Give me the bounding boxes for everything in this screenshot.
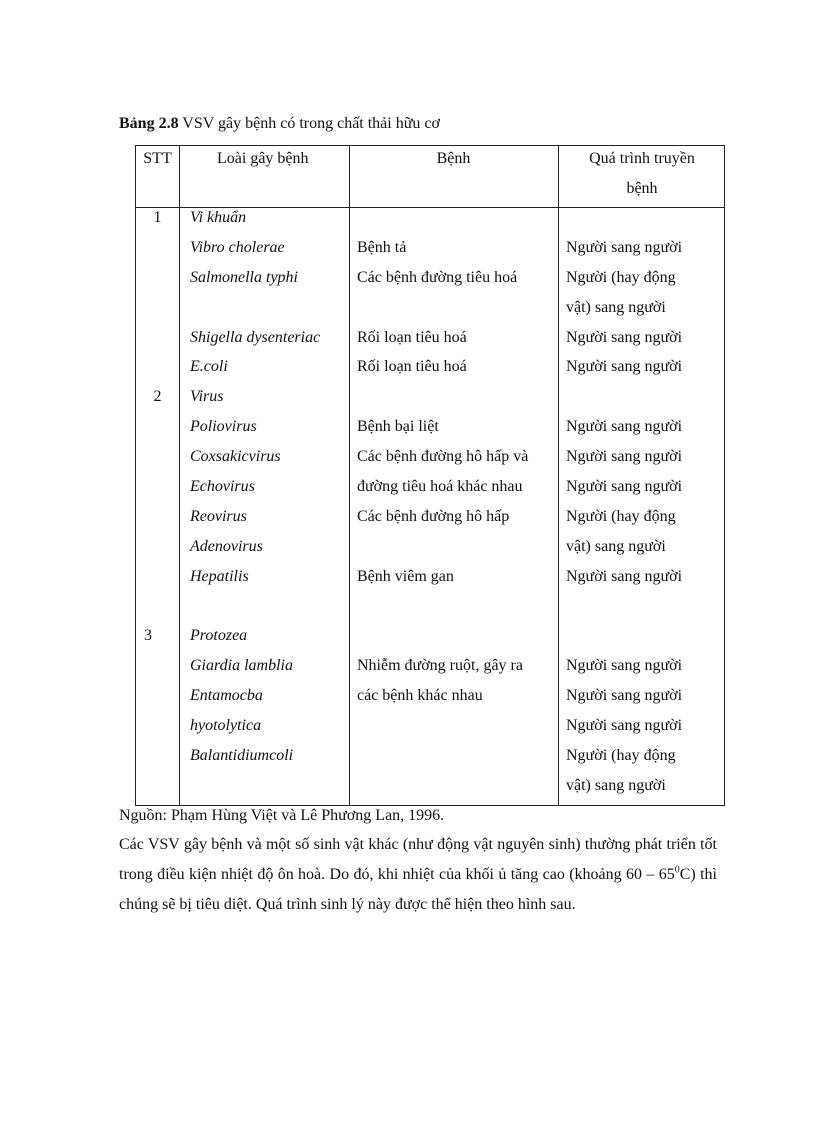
column-divider [558, 146, 559, 805]
disease-cell: Các bệnh đường hô hấp [357, 508, 510, 525]
species-cell: Shigella dysenteriac [190, 329, 321, 346]
transmission-cell: Người sang người [566, 239, 683, 256]
paragraph-text-cont: C) thì chúng sẽ bị tiêu diệt. Quá trình sinh lý này được thể hiện theo hình sau. [119, 866, 718, 913]
species-cell: E.coli [190, 358, 228, 375]
species-cell: Poliovirus [190, 418, 257, 435]
transmission-cell: Người (hay động [566, 747, 676, 764]
species-cell: Coxsakicvirus [190, 448, 281, 465]
disease-cell: các bệnh khác nhau [357, 687, 483, 704]
caption-text: VSV gây bệnh có trong chất thải hữu cơ [178, 115, 440, 132]
stt-cell: 2 [153, 388, 162, 405]
transmission-cell: Người sang người [566, 329, 683, 346]
species-cell: Reovirus [190, 508, 247, 525]
transmission-cell: vật) sang người [566, 538, 666, 555]
transmission-cell: Người (hay động [566, 508, 676, 525]
column-divider [179, 146, 180, 805]
paragraph-text: Các VSV gây bệnh và một số sinh vật khác (như động vật nguyên sinh) thường phát triển tốt trong điều kiện nhiệt độ ôn hoà. Do đó, khi nhiệt của khối ủ tăng cao (khoảng 60 – 65 [119, 836, 717, 883]
species-cell: Vi khuẩn [190, 209, 247, 226]
transmission-cell: vật) sang người [566, 777, 666, 794]
body-paragraph [119, 830, 717, 920]
disease-cell: Nhiễm đường ruột, gây ra [357, 657, 523, 674]
header-species: Loài gây bệnh [217, 150, 309, 167]
species-cell: Entamocba [190, 687, 263, 704]
disease-cell: Bệnh bại liệt [357, 418, 439, 435]
species-cell: Salmonella typhi [190, 269, 298, 286]
species-cell: hyotolytica [190, 717, 262, 734]
header-transmission-cont: bệnh [626, 180, 658, 197]
species-cell: Adenovirus [190, 538, 263, 555]
disease-cell: Các bệnh đường tiêu hoá [357, 269, 518, 286]
transmission-cell: Người sang người [566, 717, 683, 734]
species-cell: Balantidiumcoli [190, 747, 294, 764]
species-cell: Virus [190, 388, 224, 405]
species-cell: Giardia lamblia [190, 657, 293, 674]
transmission-cell: Người (hay động [566, 269, 676, 286]
transmission-cell: vật) sang người [566, 299, 666, 316]
superscript: 0 [674, 864, 680, 876]
header-disease: Bệnh [436, 150, 471, 167]
stt-cell: 1 [153, 209, 162, 226]
disease-cell: Rối loạn tiêu hoá [357, 329, 467, 346]
species-cell: Protozea [190, 627, 248, 644]
header-stt: STT [143, 150, 172, 167]
caption-label: Bảng 2.8 [119, 115, 179, 132]
disease-cell: Bệnh tả [357, 239, 407, 256]
species-cell: Vibro cholerae [190, 239, 285, 256]
source-note: Nguồn: Phạm Hùng Việt và Lê Phương Lan, 1996. [119, 807, 445, 824]
species-cell: Echovirus [190, 478, 255, 495]
disease-cell: đường tiêu hoá khác nhau [357, 478, 523, 495]
transmission-cell: Người sang người [566, 478, 683, 495]
table-caption [119, 114, 440, 134]
column-divider [349, 146, 350, 805]
species-cell: Hepatilis [190, 568, 249, 585]
transmission-cell: Người sang người [566, 358, 683, 375]
disease-cell: Rối loạn tiêu hoá [357, 358, 467, 375]
transmission-cell: Người sang người [566, 657, 683, 674]
stt-cell: 3 [144, 627, 152, 644]
transmission-cell: Người sang người [566, 418, 683, 435]
disease-cell: Các bệnh đường hô hấp và [357, 448, 529, 465]
header-transmission: Quá trình truyền [589, 150, 695, 167]
pathogen-table [135, 145, 725, 806]
disease-cell: Bệnh viêm gan [357, 568, 454, 585]
transmission-cell: Người sang người [566, 687, 683, 704]
transmission-cell: Người sang người [566, 448, 683, 465]
transmission-cell: Người sang người [566, 568, 683, 585]
